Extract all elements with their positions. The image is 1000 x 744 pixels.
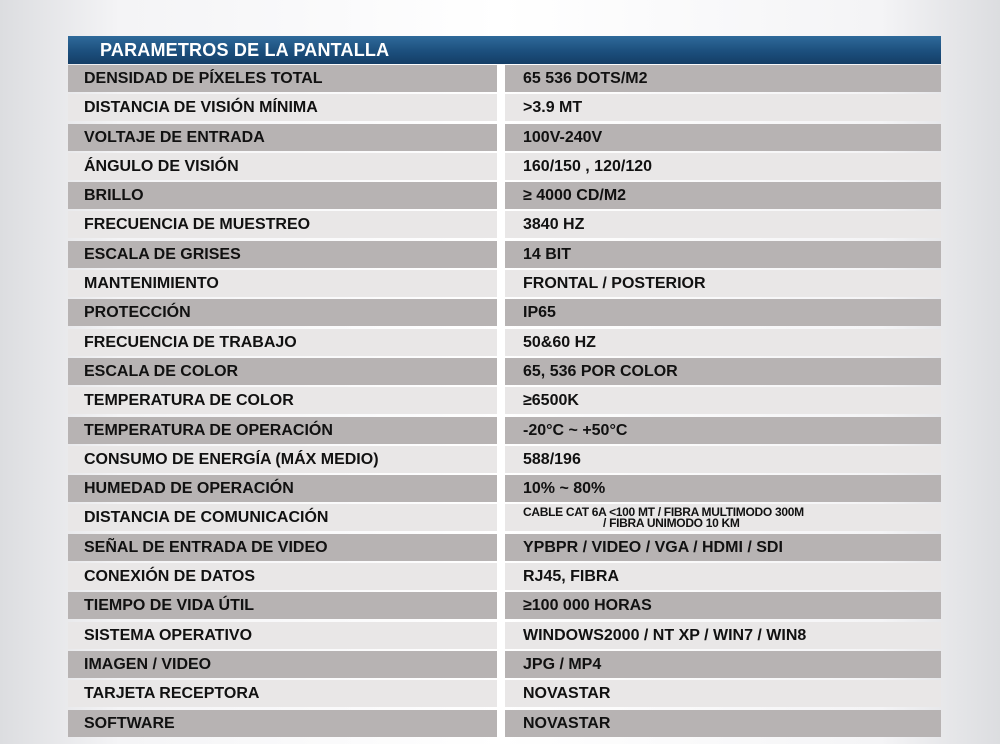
table-row — [68, 533, 941, 562]
table-row — [68, 123, 941, 152]
table-row — [68, 64, 941, 93]
row-value: ≥ 4000 CD/M2 — [505, 182, 941, 209]
row-label: TEMPERATURA DE COLOR — [68, 387, 497, 414]
row-value-line-1: CABLE CAT 6A <100 MT / FIBRA MULTIMODO 300M — [523, 505, 804, 520]
table-row — [68, 474, 941, 503]
row-label: MANTENIMIENTO — [68, 270, 497, 297]
table-row — [68, 152, 941, 181]
row-label: DENSIDAD DE PÍXELES TOTAL — [68, 65, 497, 92]
row-value: 14 BIT — [505, 241, 941, 268]
row-label: IMAGEN / VIDEO — [68, 651, 497, 678]
spec-table — [68, 64, 941, 738]
table-row — [68, 210, 941, 239]
row-label: TARJETA RECEPTORA — [68, 680, 497, 707]
row-value: 10% ~ 80% — [505, 475, 941, 502]
table-row — [68, 650, 941, 679]
table-row — [68, 503, 941, 532]
table-row — [68, 328, 941, 357]
row-label: DISTANCIA DE COMUNICACIÓN — [68, 504, 497, 531]
row-value: YPBPR / VIDEO / VGA / HDMI / SDI — [505, 534, 941, 561]
row-value: ≥6500K — [505, 387, 941, 414]
row-label: TEMPERATURA DE OPERACIÓN — [68, 417, 497, 444]
row-label: VOLTAJE DE ENTRADA — [68, 124, 497, 151]
row-label: CONEXIÓN DE DATOS — [68, 563, 497, 590]
row-value: 65, 536 POR COLOR — [505, 358, 941, 385]
table-row — [68, 621, 941, 650]
row-value: 588/196 — [505, 446, 941, 473]
table-row — [68, 591, 941, 620]
row-value: FRONTAL / POSTERIOR — [505, 270, 941, 297]
row-label: ESCALA DE GRISES — [68, 241, 497, 268]
row-value: IP65 — [505, 299, 941, 326]
row-label: CONSUMO DE ENERGÍA (MÁX MEDIO) — [68, 446, 497, 473]
row-label: BRILLO — [68, 182, 497, 209]
table-row — [68, 93, 941, 122]
table-row — [68, 240, 941, 269]
row-value-line-2: / FIBRA UNIMODO 10 KM — [603, 516, 740, 531]
row-value: 65 536 DOTS/M2 — [505, 65, 941, 92]
row-label: HUMEDAD DE OPERACIÓN — [68, 475, 497, 502]
row-value: JPG / MP4 — [505, 651, 941, 678]
row-label: SEÑAL DE ENTRADA DE VIDEO — [68, 534, 497, 561]
row-value: >3.9 MT — [505, 94, 941, 121]
row-value: 3840 HZ — [505, 211, 941, 238]
row-value: -20°C ~ +50°C — [505, 417, 941, 444]
table-row — [68, 298, 941, 327]
row-value: 160/150 , 120/120 — [505, 153, 941, 180]
row-label: FRECUENCIA DE MUESTREO — [68, 211, 497, 238]
table-header-title: PARAMETROS DE LA PANTALLA — [68, 36, 941, 64]
row-value: NOVASTAR — [505, 710, 941, 737]
row-label: TIEMPO DE VIDA ÚTIL — [68, 592, 497, 619]
row-label: FRECUENCIA DE TRABAJO — [68, 329, 497, 356]
row-label: ÁNGULO DE VISIÓN — [68, 153, 497, 180]
row-label: SOFTWARE — [68, 710, 497, 737]
row-value: NOVASTAR — [505, 680, 941, 707]
table-row — [68, 181, 941, 210]
table-row — [68, 357, 941, 386]
table-row — [68, 445, 941, 474]
row-label: ESCALA DE COLOR — [68, 358, 497, 385]
table-row — [68, 679, 941, 708]
row-label: PROTECCIÓN — [68, 299, 497, 326]
table-row — [68, 562, 941, 591]
row-label: DISTANCIA DE VISIÓN MÍNIMA — [68, 94, 497, 121]
row-value: RJ45, FIBRA — [505, 563, 941, 590]
table-row — [68, 709, 941, 738]
spec-sheet — [68, 36, 941, 738]
table-row — [68, 416, 941, 445]
row-value: WINDOWS2000 / NT XP / WIN7 / WIN8 — [505, 622, 941, 649]
table-row — [68, 269, 941, 298]
row-value: ≥100 000 HORAS — [505, 592, 941, 619]
table-row — [68, 386, 941, 415]
row-value: 100V-240V — [505, 124, 941, 151]
row-value: 50&60 HZ — [505, 329, 941, 356]
row-label: SISTEMA OPERATIVO — [68, 622, 497, 649]
row-value — [505, 504, 941, 531]
